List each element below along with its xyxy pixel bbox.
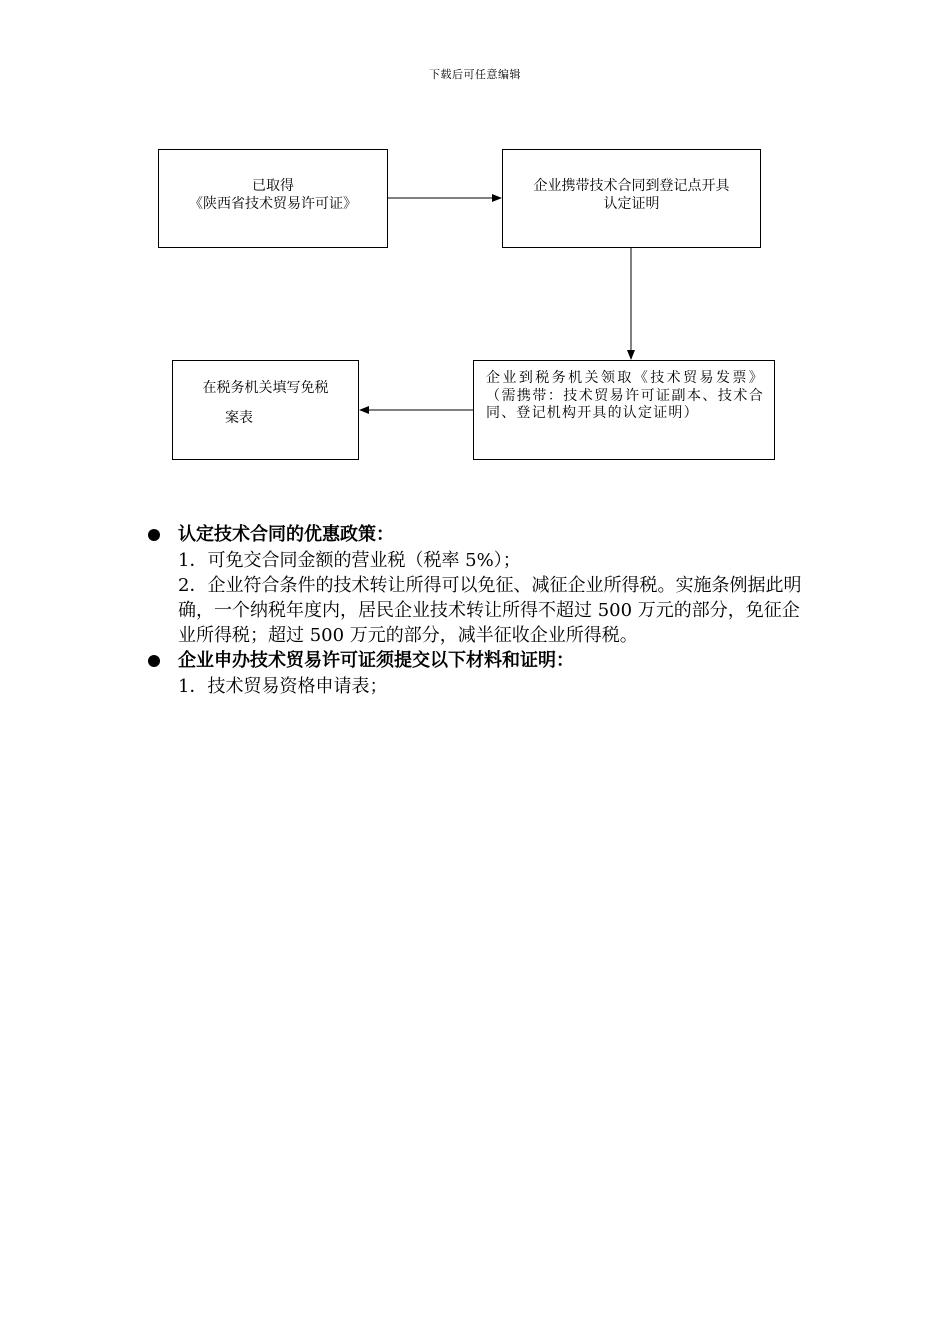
page-header: 下载后可任意编辑 — [429, 68, 521, 81]
bullet-dot-icon — [148, 529, 160, 541]
flowchart-arrows — [0, 0, 950, 520]
list-item: 2．企业符合条件的技术转让所得可以免征、减征企业所得税。实施条例据此明确，一个纳税年度内，居民企业技术转让所得不超过 500 万元的部分，免征企业所得税；超过 500 万元的部分，减半征收企业所得税。 — [178, 575, 802, 646]
list-item: 1．技术贸易资格申请表； — [178, 676, 388, 697]
flow-step-line: 在税务机关填写免税 — [202, 380, 329, 396]
section-heading: 企业申办技术贸易许可证须提交以下材料和证明： — [178, 650, 574, 671]
flow-step-line: 企业携带技术合同到登记点开具 — [533, 178, 730, 194]
flow-step-line: 认定证明 — [603, 196, 660, 212]
flow-step-line: 已取得 — [252, 178, 294, 194]
bullet-dot-icon — [148, 655, 160, 667]
flow-step-line: 案表 — [225, 410, 253, 426]
list-item: 1．可免交合同金额的营业税（税率 5%）； — [178, 550, 521, 571]
document-body — [146, 522, 816, 699]
section-heading: 认定技术合同的优惠政策： — [178, 524, 394, 545]
bullet-section-policy — [146, 522, 816, 648]
flow-step-line: 《陕西省技术贸易许可证》 — [189, 196, 357, 212]
flow-step-text: 企业到税务机关领取《技术贸易发票》（需携带：技术贸易许可证副本、技术合同、登记机构开具的认定证明） — [486, 370, 764, 421]
bullet-section-materials — [146, 648, 816, 699]
